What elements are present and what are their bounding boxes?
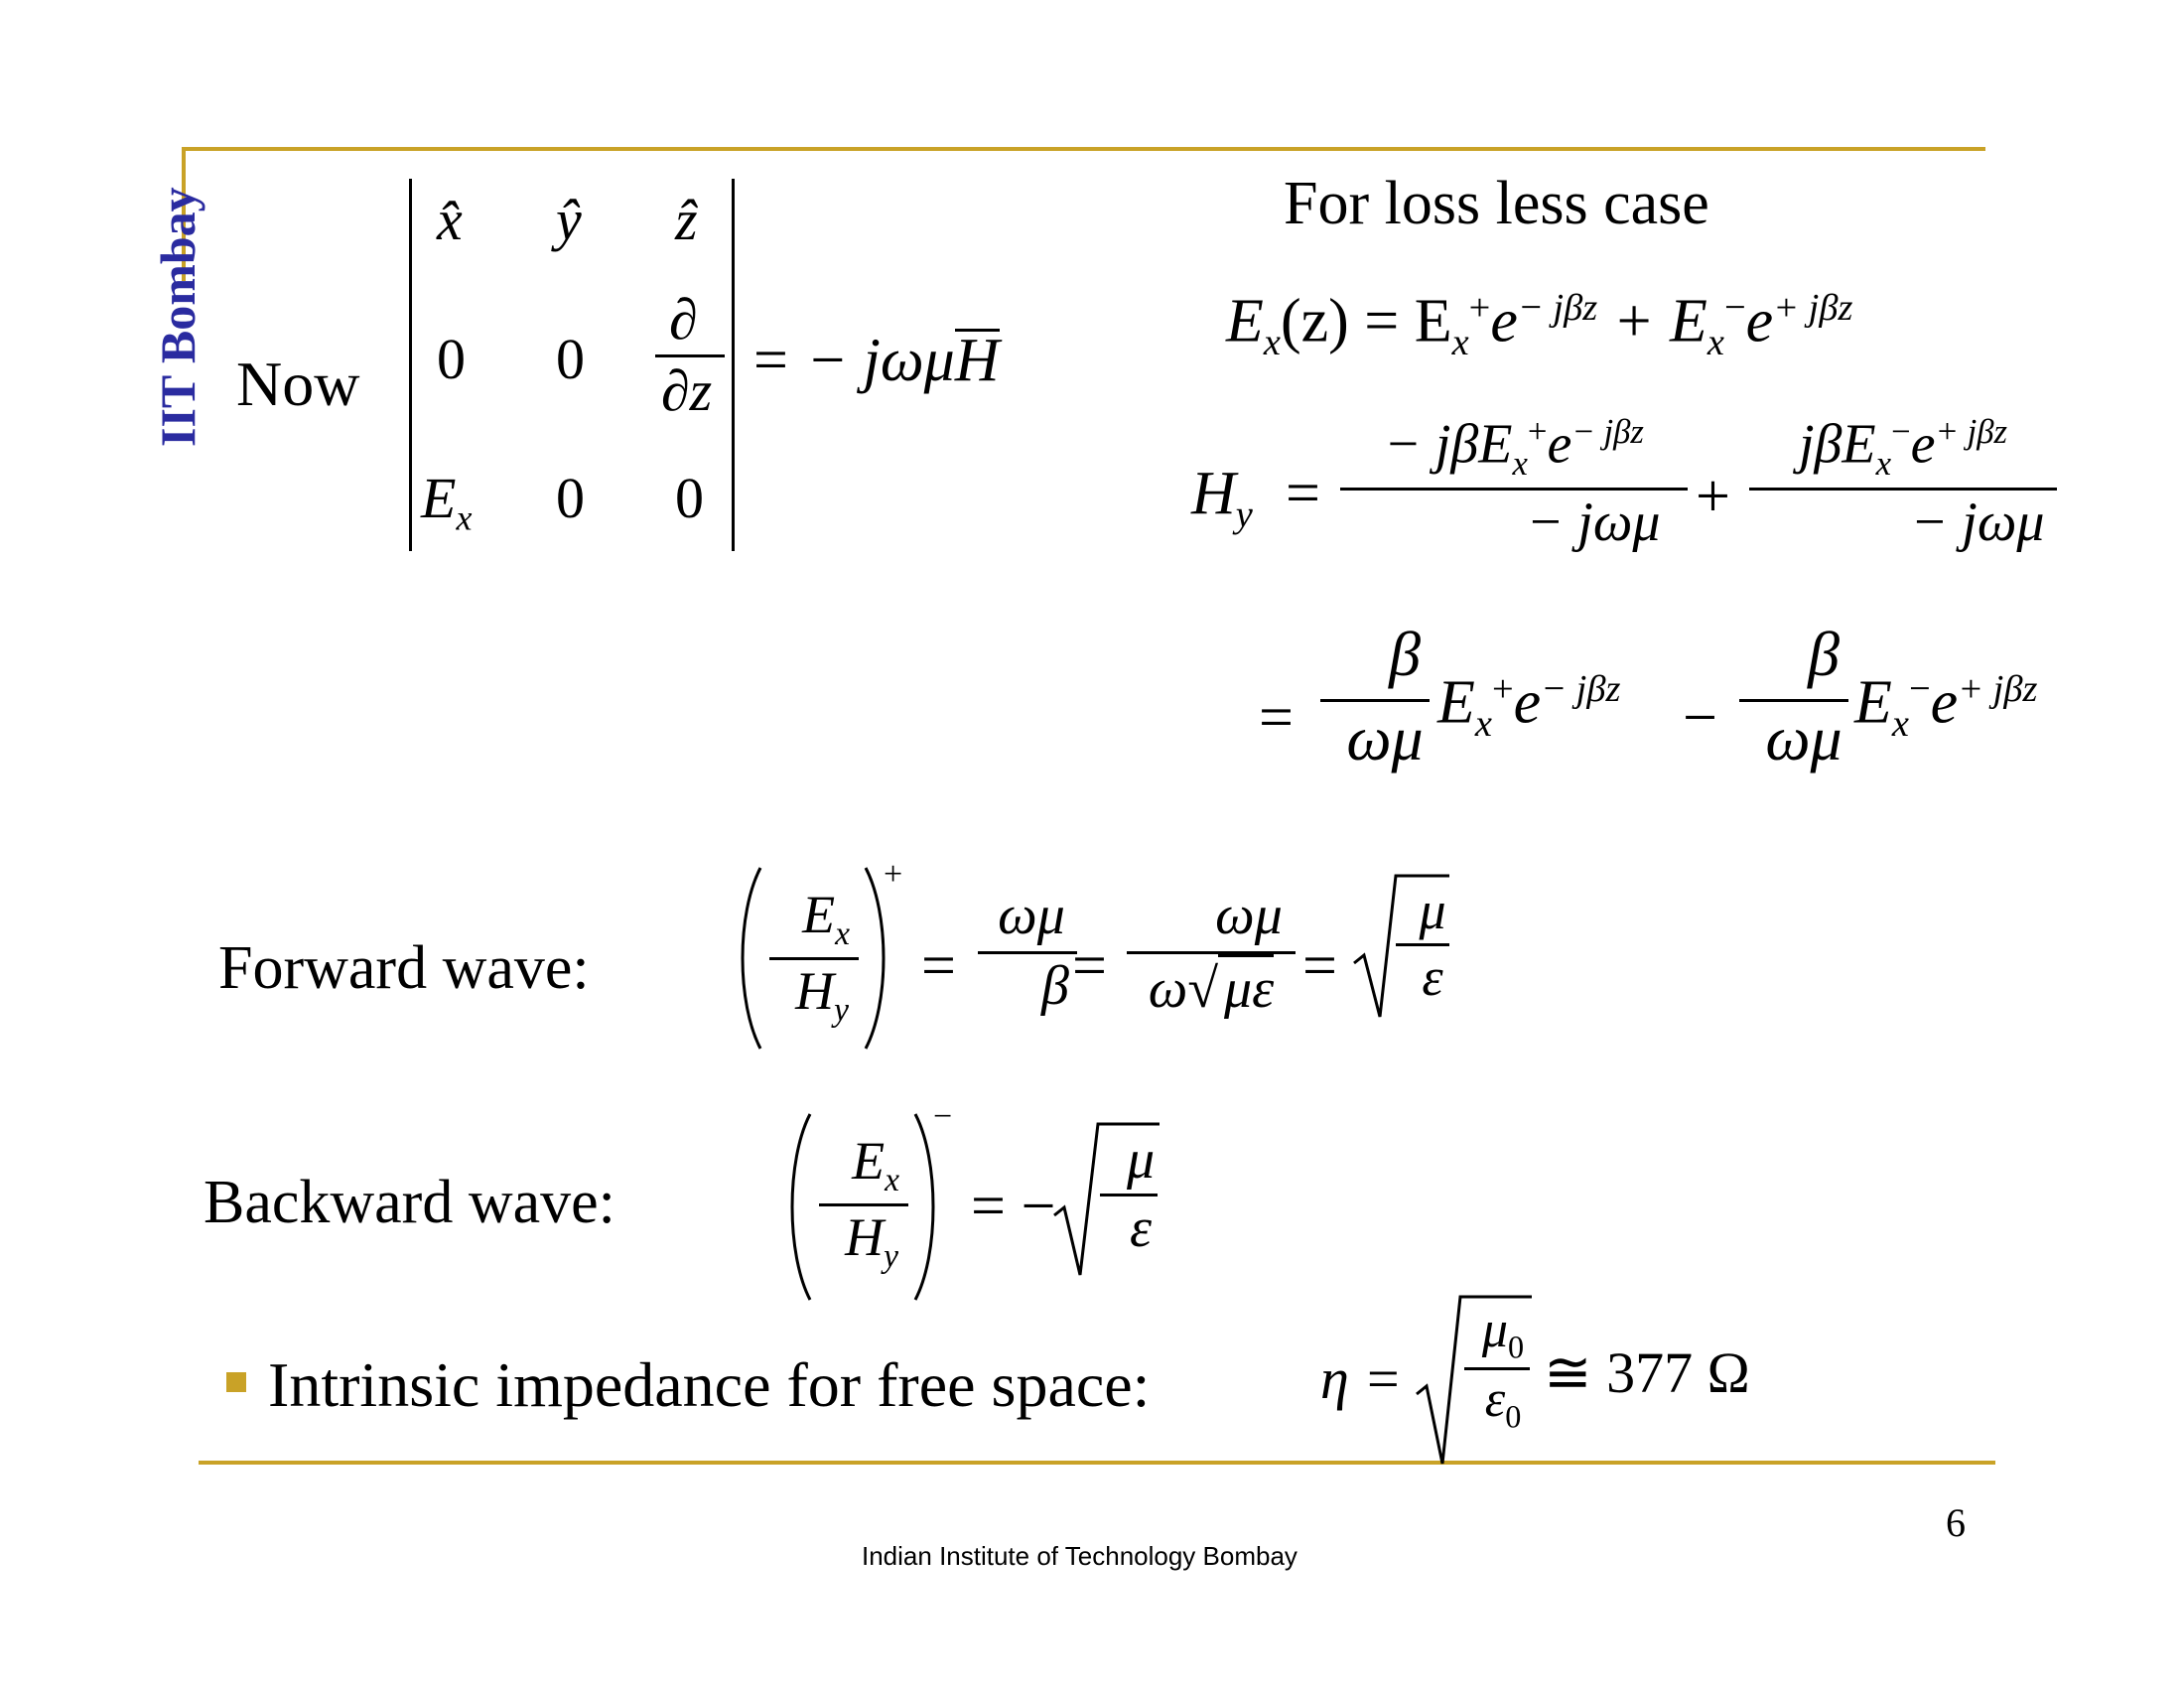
backward-ratio — [784, 1098, 953, 1304]
now-label: Now — [236, 349, 360, 419]
forward-sqrt — [1352, 872, 1451, 1021]
simplified-minus: − — [1683, 684, 1717, 752]
hy-num-2: $j\beta E_x^-e^{+ j\beta z}$ — [1798, 412, 2008, 483]
beta-2: β — [1808, 619, 1840, 689]
page-number: 6 — [1946, 1500, 1966, 1545]
forward-Ex: $E_x$ — [802, 885, 850, 952]
simplified-term-2: $E_x^-e^{+ j\beta z}$ — [1854, 668, 2038, 746]
beta-over-omegamu-1 — [1320, 618, 1430, 775]
partial-z-fraction — [655, 286, 725, 424]
determinant — [409, 179, 737, 551]
beta-1: β — [1389, 619, 1421, 689]
forward-eq-3: = — [1302, 932, 1337, 1000]
sqrt-symbol: √ — [1187, 958, 1219, 1020]
forward-wave-label: Forward wave: — [218, 934, 590, 1002]
det-right-bar — [732, 179, 735, 551]
eps0: $\varepsilon_0$ — [1484, 1371, 1522, 1435]
forward-frac-1 — [978, 884, 1077, 1018]
hy-fraction-1 — [1340, 412, 1688, 554]
bullet-icon — [226, 1372, 246, 1392]
H-vector: H — [954, 327, 1000, 394]
impedance-sqrt — [1415, 1293, 1534, 1468]
backward-mu: μ — [1126, 1129, 1156, 1191]
det-Ex: $E_x$ — [421, 466, 473, 538]
omegamu-2: ωμ — [1765, 703, 1843, 774]
eta-equals: η = — [1320, 1346, 1403, 1411]
det-left-bar — [409, 179, 412, 551]
impedance-root-frac — [1464, 1301, 1530, 1436]
backward-sqrt — [1052, 1120, 1161, 1279]
backward-Hy: $H_y$ — [845, 1206, 898, 1275]
forward-eps: ε — [1422, 947, 1443, 1007]
ex-equation: $E_x(z) = E_x^+e^{- j\beta z} + E_x^-e^{+ j\beta z}$ — [1226, 287, 1853, 364]
backward-left-paren — [784, 1110, 814, 1304]
det-zero-r2c1: 0 — [437, 327, 466, 391]
hy-equals: = — [1286, 460, 1320, 527]
backward-eq: = − — [971, 1173, 1056, 1240]
backward-sup: − — [933, 1098, 953, 1135]
backward-Ex: $E_x$ — [852, 1131, 899, 1198]
simplified-equals: = — [1259, 684, 1294, 752]
forward-root-frac — [1396, 880, 1449, 1008]
footer-institute: Indian Institute of Technology Bombay — [862, 1541, 1297, 1571]
top-rule — [182, 147, 1985, 151]
omegamu-1: ωμ — [1346, 703, 1424, 774]
forward-frac-2 — [1127, 884, 1296, 1021]
lossless-heading: For loss less case — [1284, 170, 1709, 237]
hy-den-1: − jωμ — [1526, 491, 1661, 553]
partial-symbol: ∂ — [669, 287, 698, 352]
forward-mu: μ — [1419, 881, 1446, 940]
forward-eq-2: = — [1072, 932, 1107, 1000]
det-zero-r2c2: 0 — [556, 327, 585, 391]
backward-eps: ε — [1129, 1197, 1153, 1259]
beta-over-omegamu-2 — [1739, 618, 1848, 775]
forward-Hy: $H_y$ — [795, 960, 849, 1029]
forward-Ex-over-Hy — [769, 884, 859, 1030]
det-zero-r3c2: 0 — [556, 466, 585, 530]
partial-z: ∂z — [661, 358, 713, 423]
mu0: $\mu_0$ — [1481, 1302, 1525, 1365]
impedance-value: ≅ 377 Ω — [1544, 1340, 1750, 1405]
forward-left-paren — [735, 864, 764, 1053]
forward-sup: + — [884, 856, 903, 893]
z-hat: ẑ — [675, 188, 698, 252]
x-hat: x̂ — [437, 188, 463, 252]
hy-lhs: $H_y$ — [1191, 460, 1253, 536]
forward-eq-1: = — [921, 932, 956, 1000]
backward-wave-label: Backward wave: — [204, 1169, 615, 1236]
simplified-term-1: $E_x^+e^{- j\beta z}$ — [1437, 668, 1621, 746]
curl-rhs: = − jωμH — [750, 327, 1000, 394]
forward-f1-num: ωμ — [998, 885, 1065, 946]
brand-label: IIT Bombay — [150, 187, 205, 447]
backward-right-paren — [911, 1110, 941, 1304]
det-zero-r3c3: 0 — [675, 466, 704, 530]
hy-num-1: − $j\beta E_x^+e^{- j\beta z}$ — [1384, 412, 1644, 483]
hy-plus: + — [1696, 463, 1730, 530]
impedance-label: Intrinsic impedance for free space: — [268, 1349, 1151, 1420]
forward-ratio — [735, 856, 903, 1053]
hy-den-2: − jωμ — [1910, 491, 2045, 553]
forward-f2-num: ωμ — [1215, 885, 1283, 946]
bottom-rule — [199, 1461, 1995, 1465]
y-hat: ŷ — [556, 188, 582, 252]
hy-fraction-2 — [1749, 412, 2057, 554]
backward-Ex-over-Hy — [819, 1130, 908, 1276]
forward-f2-den: ω√ με — [1127, 954, 1296, 1021]
backward-root-frac — [1100, 1128, 1158, 1260]
forward-f1-den: β — [1041, 955, 1069, 1017]
